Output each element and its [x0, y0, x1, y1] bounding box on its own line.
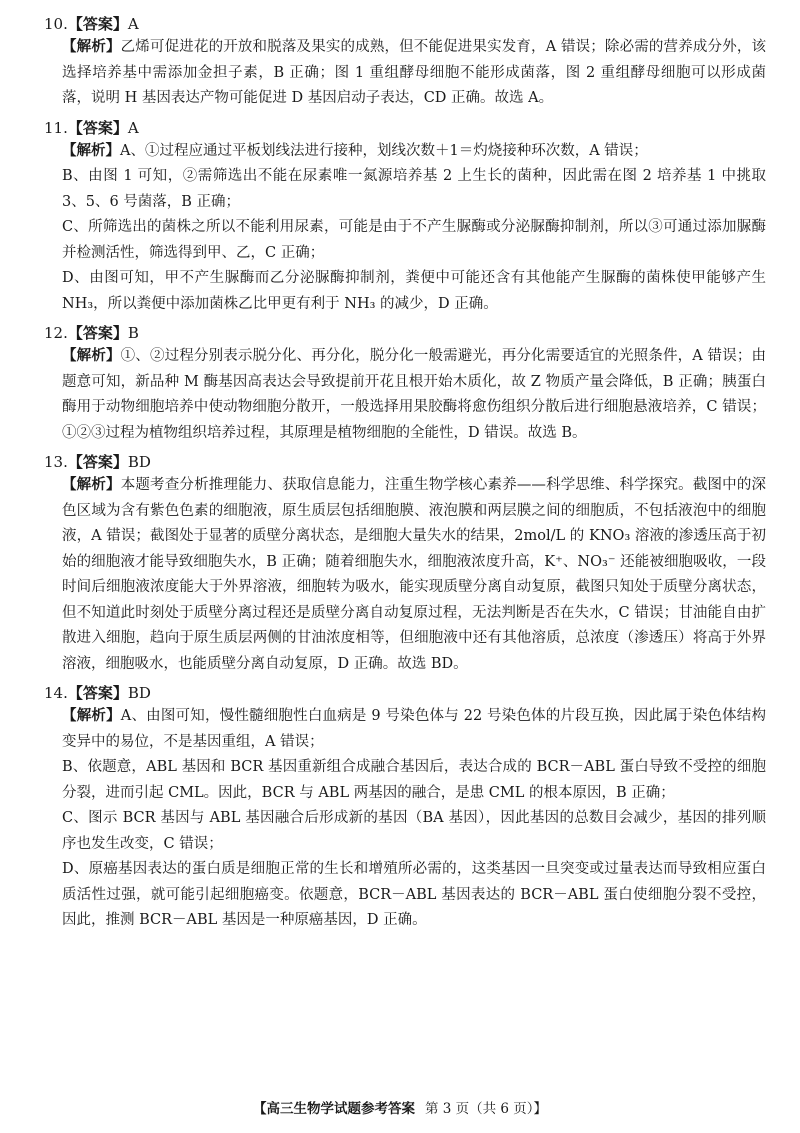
page-footer: [0, 1100, 800, 1118]
question-11-answer-line: [44, 118, 766, 138]
answer-value: BD: [127, 684, 151, 702]
question-number: 13.: [44, 453, 68, 471]
question-10-answer-line: [44, 14, 766, 34]
answer-label: 【答案】: [67, 118, 128, 137]
question-14-analysis-c: C、图示 BCR 基因与 ABL 基因融合后形成新的基因（BA 基因），因此基因的总数目会减少，基因的排列顺序也发生改变，C 错误；: [62, 810, 766, 852]
footer-title: 【高三生物学试题参考答案: [252, 1101, 415, 1117]
question-14-answer-line: [44, 683, 766, 703]
analysis-label: 【解析】: [62, 707, 121, 724]
answer-label: 【答案】: [67, 324, 128, 342]
question-number: 14.: [44, 684, 68, 702]
answer-label: 【答案】: [67, 684, 128, 702]
question-13-answer-line: [44, 452, 766, 472]
analysis-text: A、①过程应通过平板划线法进行接种，划线次数＋1＝灼烧接种环次数，A 错误；: [120, 142, 648, 159]
question-number: 11.: [44, 118, 68, 137]
analysis-label: 【解析】: [62, 347, 121, 364]
question-14-analysis-d: D、原癌基因表达的蛋白质是细胞正常的生长和增殖所必需的，这类基因一旦突变或过量表达而导致相应蛋白质活性过强，就可能引起细胞癌变。依题意，BCR－ABL 基因表达的 BCR－ABL 蛋白使细胞分裂不受控，因此，推测 BCR－ABL 基因是一种原癌基因，D 正确。: [62, 861, 766, 928]
analysis-text: 乙烯可促进花的开放和脱落及果实的成熟，但不能促进果实发育，A 错误；除必需的营养成分外，该选择培养基中需添加金担子素，B 正确；图 1 重组酵母细胞不能形成菌落，图 2 重组酵母细胞可以形成菌落，说明 H 基因表达产物可能促进 D 基因启动子表达，CD 正确。故选 A。: [62, 39, 767, 106]
analysis-text: A、由图可知，慢性髓细胞性白血病是 9 号染色体与 22 号染色体的片段互换，因此属于染色体结构变异中的易位，不是基因重组，A 错误；: [62, 708, 766, 750]
answer-value: A: [127, 118, 139, 137]
question-13-analysis: [62, 472, 766, 677]
question-11-analysis: [62, 138, 766, 165]
question-11-analysis-d: D、由图可知，甲不产生脲酶而乙分泌脲酶抑制剂，粪便中可能还含有其他能产生脲酶的菌株使甲能够产生 NH₃，所以粪便中添加菌株乙比甲更有利于 NH₃ 的减少，D 正确。: [62, 270, 766, 312]
question-11-analysis-c: C、所筛选出的菌株之所以不能利用尿素，可能是由于不产生脲酶或分泌脲酶抑制剂，所以③可通过添加脲酶并检测活性，筛选得到甲、乙，C 正确；: [62, 219, 766, 261]
answer-label: 【答案】: [67, 453, 128, 471]
analysis-label: 【解析】: [62, 38, 121, 55]
analysis-label: 【解析】: [62, 476, 121, 493]
answer-value: BD: [127, 453, 151, 471]
question-10-analysis: [62, 34, 766, 112]
question-12-answer-line: [44, 323, 766, 343]
answer-page: [44, 8, 766, 934]
question-11-analysis-b: B、由图 1 可知，②需筛选出不能在尿素唯一氮源培养基 2 上生长的菌种，因此需在图 2 培养基 1 中挑取 3、5、6 号菌落，B 正确；: [62, 168, 766, 210]
answer-value: A: [127, 15, 139, 33]
analysis-label: 【解析】: [62, 141, 120, 159]
answer-label: 【答案】: [67, 15, 128, 33]
question-14-analysis: [62, 703, 766, 755]
analysis-text: ①、②过程分别表示脱分化、再分化，脱分化一般需避光，再分化需要适宜的光照条件，A 错误；由题意可知，新品种 M 酶基因高表达会导致提前开花且根开始木质化，故 Z 物质产量会降低，B 正确；胰蛋白酶用于动物细胞培养中使动物细胞分散开，一般选择用果胶酶将愈伤组织分散后进行细胞悬液培养，C 错误；①②③过程为植物组织培养过程，其原理是植物细胞的全能性，D 错误。故选 B。: [62, 348, 767, 441]
question-number: 12.: [44, 324, 68, 342]
question-14-analysis-b: B、依题意，ABL 基因和 BCR 基因重新组合成融合基因后，表达合成的 BCR－ABL 蛋白导致不受控的细胞分裂，进而引起 CML。因此，BCR 与 ABL 两基因的融合，是患 CML 的根本原因，B 正确；: [62, 759, 766, 801]
answer-value: B: [127, 324, 139, 342]
question-12-analysis: [62, 343, 766, 446]
analysis-text: 本题考查分析推理能力、获取信息能力，注重生物学核心素养——科学思维、科学探究。截图中的深色区域为含有紫色色素的细胞液，原生质层包括细胞膜、液泡膜和两层膜之间的细胞质，不包括液泡中的细胞液，A 错误；截图处于显著的质壁分离状态，是细胞大量失水的结果，2mol/L 的 KNO₃ 溶液的渗透压高于初始的细胞液才能导致细胞失水，B 正确；随着细胞失水，细胞液浓度升高，K⁺、NO₃⁻ 还能被细胞吸收，一段时间后细胞液浓度能大于外界溶液，细胞转为吸水，能实现质壁分离自动复原，截图只知处于质壁分离状态，但不知道此时刻处于质壁分离过程还是质壁分离自动复原过程，无法判断是否在失水，C 错误；甘油能自由扩散进入细胞，趋向于原生质层两侧的甘油浓度相等，但细胞液中还有其他溶质，总浓度（渗透压）将高于外界溶液，细胞吸水，也能质壁分离自动复原，D 正确。故选 BD。: [62, 477, 767, 672]
footer-page-number: 第 3 页（共 6 页）】: [424, 1101, 548, 1117]
question-number: 10.: [44, 15, 68, 33]
